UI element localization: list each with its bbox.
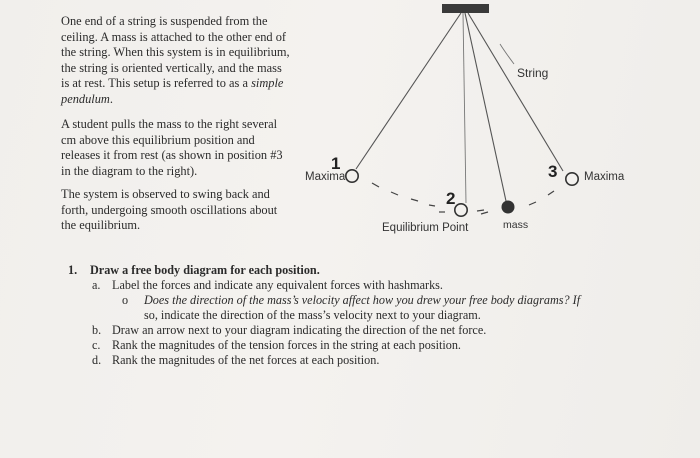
bullet-marker: o: [122, 293, 129, 307]
item-a-text: Label the forces and indicate any equivalent forces with hashmarks.: [112, 278, 443, 292]
question-1-number: 1.: [68, 263, 78, 277]
question-1d: [68, 353, 668, 368]
position-1-label: 1: [331, 154, 341, 173]
item-c-marker: c.: [92, 338, 101, 352]
item-b-text: Draw an arrow next to your diagram indicating the direction of the net force.: [112, 323, 487, 337]
intro-p1-end: .: [109, 91, 113, 106]
ceiling-mount: [442, 4, 489, 13]
mass-position-2: [455, 204, 467, 216]
equilibrium-point-label: Equilibrium Point: [382, 222, 469, 234]
question-1-text: Draw a free body diagram for each position.: [90, 263, 320, 277]
maxima-right-label: Maxima: [584, 171, 625, 183]
string-position-1: [356, 13, 461, 169]
position-3-label: 3: [548, 162, 558, 181]
maxima-left-label: Maxima: [305, 171, 346, 183]
question-1: [68, 263, 668, 278]
intro-paragraph-3: The system is observed to swing back and forth, undergoing smooth oscillations about the equilibrium.: [61, 187, 278, 232]
question-1a: [68, 278, 668, 293]
intro-p1-text: One end of a string is suspended from the ceiling. A mass is attached to the other end of the string. When this system is in equilibrium, the string is oriented vertically, and the mass is at rest. This setup is referred to as a: [61, 14, 290, 90]
item-c-text: Rank the magnitudes of the tension forces in the string at each position.: [112, 338, 461, 352]
intro-paragraph-2: A student pulls the mass to the right several cm above this equilibrium position and releases it from rest (as shown in position #3 in the diagram to the right).: [61, 117, 283, 178]
string-label: String: [517, 66, 549, 80]
question-1a-bullet-cont: [68, 308, 668, 323]
string-label-pointer: [500, 44, 514, 64]
item-d-text: Rank the magnitudes of the net forces at each position.: [112, 353, 380, 367]
question-1b: [68, 323, 668, 338]
mass-equilibrium: [502, 201, 515, 214]
mass-position-3: [566, 173, 578, 185]
mass-position-1: [346, 170, 358, 182]
bullet-line-1: Does the direction of the mass’s velocity affect how you drew your free body diagrams? If: [144, 293, 581, 307]
simple-pendulum-term: simple pendulum: [61, 76, 284, 106]
position-2-label: 2: [446, 189, 456, 208]
mass-label: mass: [503, 219, 529, 231]
bullet-line-2: so, indicate the direction of the mass’s velocity next to your diagram.: [144, 308, 481, 322]
question-list: [68, 263, 668, 368]
question-1a-bullet: [68, 293, 668, 308]
question-1c: [68, 338, 668, 353]
string-vertical: [463, 13, 466, 203]
item-b-marker: b.: [92, 323, 102, 337]
item-d-marker: d.: [92, 353, 102, 367]
item-a-marker: a.: [92, 278, 101, 292]
